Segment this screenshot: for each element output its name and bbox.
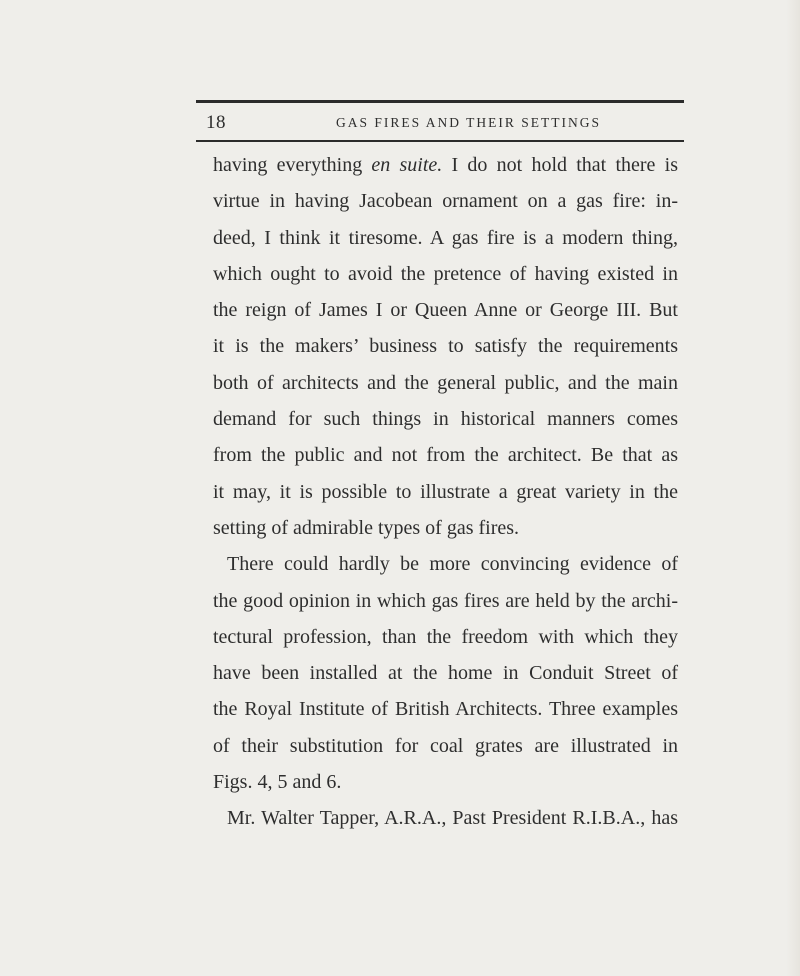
text-line [213,328,678,364]
running-head: GAS FIRES AND THEIR SETTINGS [336,115,602,130]
text-line [213,583,678,619]
text-line [213,256,678,292]
text-segment: setting of admirable types of gas fires. [213,516,520,539]
text-segment: There could hardly be more convincing evidence of [227,553,678,576]
text-line [213,619,678,655]
text-segment: I do not hold that there is [442,154,678,176]
text-line [213,365,678,401]
text-segment: deed, I think it tiresome. A gas fire is a modern thing, [213,226,678,249]
italic-text: en suite. [371,154,443,176]
text-line [213,764,678,800]
text-line [213,401,678,437]
text-line [213,220,678,256]
text-line [213,474,678,510]
text-segment: virtue in having Jacobean ornament on a gas fire: in- [213,190,678,213]
body-text [213,147,678,837]
text-segment: Figs. 4, 5 and 6. [213,771,342,794]
page-header [206,112,676,136]
text-line [213,800,678,836]
text-line [213,292,678,328]
text-segment: the reign of James I or Queen Anne or George III. But [213,299,678,322]
text-line [213,655,678,691]
text-line [213,147,678,183]
text-segment: from the public and not from the architect. Be that as [213,444,678,467]
text-segment: the good opinion in which gas fires are held by the archi- [213,589,678,612]
text-line [213,691,678,727]
text-line [213,437,678,473]
text-line [213,510,678,546]
text-segment: which ought to avoid the pretence of having existed in [213,262,678,285]
text-segment: both of architects and the general public, and the main [213,371,678,394]
text-segment: have been installed at the home in Conduit Street of [213,662,678,685]
page-edge [786,0,800,976]
header-rule-bottom [196,140,684,142]
text-line [213,546,678,582]
text-segment: it may, it is possible to illustrate a great variety in the [213,480,678,503]
text-segment: demand for such things in historical manners comes [213,408,678,431]
text-segment: tectural profession, than the freedom with which they [213,625,678,648]
text-line [213,728,678,764]
page-number: 18 [206,112,226,133]
text-segment: the Royal Institute of British Architects. Three examples [213,698,678,721]
text-segment: of their substitution for coal grates are illustrated in [213,734,678,757]
text-segment: Mr. Walter Tapper, A.R.A., Past President R.I.B.A., has [227,807,678,830]
header-rule-top [196,100,684,103]
text-segment: having everything [213,154,372,176]
text-line [213,183,678,219]
text-segment: it is the makers’ business to satisfy the requirements [213,335,678,358]
